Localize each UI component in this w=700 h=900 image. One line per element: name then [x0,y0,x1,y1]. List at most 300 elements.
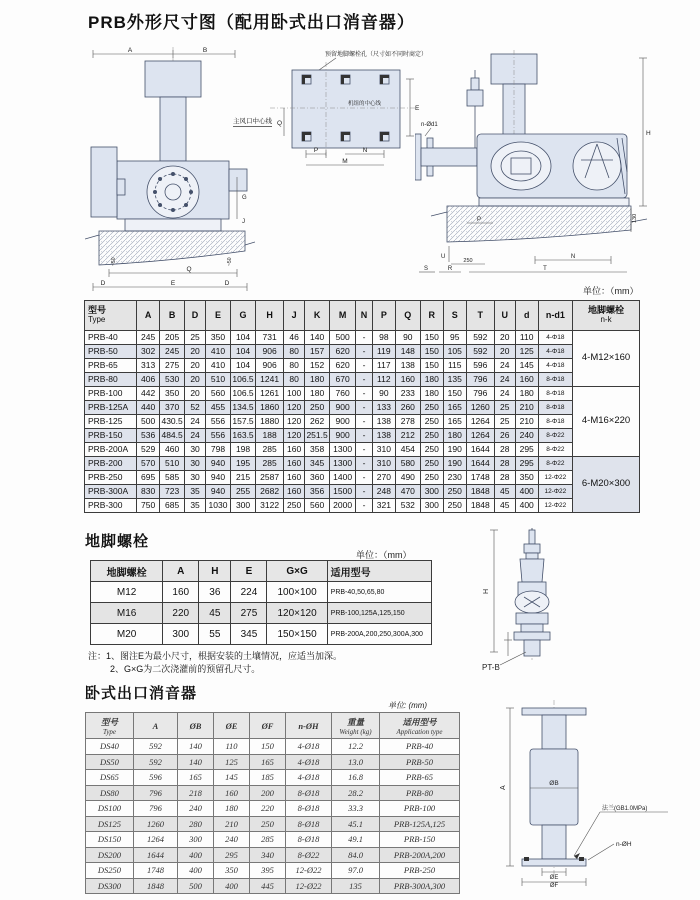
unit-label-anchor: 单位：（mm） [356,550,412,560]
col-ob: ØB [178,713,214,739]
cell: 80 [284,345,305,359]
cell: 250 [420,415,443,429]
dim-label-n: N [362,147,368,154]
cell: 1300 [330,443,356,457]
row-label: PRB-125 [85,415,137,429]
table-row [86,878,460,894]
page-title: PRB外形尺寸图（配用卧式出口消音器） [88,13,415,32]
cell: 796 [134,801,178,817]
cell: 110 [214,739,250,755]
cell: 596 [134,770,178,786]
cell: 940 [205,471,230,485]
cell: 280 [178,816,214,832]
dim-label-r: R [447,266,453,272]
cell: 45 [494,485,515,499]
cell: 484.5 [160,429,185,443]
cell: 180 [305,387,330,401]
cell: 580 [395,457,420,471]
cell: 1030 [205,499,230,513]
cell: 340 [250,847,286,863]
cell: 8-Ø18 [286,785,332,801]
cell: 218 [178,785,214,801]
col-q: Q [395,301,420,331]
cell: 1848 [134,878,178,894]
cell: 90 [372,387,395,401]
cell: 255 [231,485,256,499]
dim-label-h: H [483,588,490,594]
table-row [85,429,640,443]
cell: 245 [160,345,185,359]
cell: 180 [305,373,330,387]
row-label: DS100 [86,801,134,817]
cell: 100 [284,387,305,401]
dim-label-50-right: ~50 [227,257,233,266]
table-row [91,582,432,603]
col-gxg: G×G [267,561,327,582]
cell: 500 [137,415,160,429]
cell: 1264 [134,832,178,848]
main-port-centerline-label: 主风口中心线 [233,118,272,125]
cell: 906 [256,345,284,359]
cell: 106.5 [231,387,256,401]
note-line-2: 2、G×G为二次浇灌前的预留孔尺寸。 [110,664,261,675]
cell: 35 [185,485,206,499]
table-row [85,373,640,387]
cell: 230 [443,471,466,485]
cell: 8-Ø18 [286,801,332,817]
cell: 117 [372,359,395,373]
cell: - [356,387,373,401]
cell: 510 [205,373,230,387]
col-applicable: 适用型号 [327,561,431,582]
ptb-label: PT-B [482,663,500,672]
cell: 120 [284,415,305,429]
cell: 150 [420,331,443,345]
cell: 454 [395,443,420,457]
cell: 135 [332,878,380,894]
cell: 205 [160,331,185,345]
row-label: DS50 [86,754,134,770]
cell: 400 [178,847,214,863]
anchor-bolt-spec: 4-M12×160 [573,331,640,387]
cell: 46 [284,331,305,345]
cell: 95 [443,331,466,345]
cell: 220 [163,603,199,624]
cell: 470 [395,485,420,499]
cell: 620 [330,345,356,359]
cell: 20 [494,331,515,345]
cell: 8-Φ18 [538,401,572,415]
cell: 240 [214,832,250,848]
cell: PRB-200A,200,250,300A,300 [327,624,431,645]
cell: 406 [137,373,160,387]
col-anchor: 地脚螺栓 [91,561,163,582]
table-row [86,832,460,848]
cell: - [356,499,373,513]
cell: 80 [284,359,305,373]
cell: 300 [420,485,443,499]
cell: 138 [395,359,420,373]
row-label: DS200 [86,847,134,863]
table-row [86,847,460,863]
table-row [85,331,640,345]
row-label: PRB-250 [85,471,137,485]
cell: - [356,457,373,471]
cell: 1241 [256,373,284,387]
cell: 560 [305,499,330,513]
cell: 90 [395,331,420,345]
table-row [86,754,460,770]
cell: 620 [330,359,356,373]
cell: 270 [372,471,395,485]
dim-label-t: T [543,266,547,272]
cell: 900 [330,401,356,415]
cell: 1880 [256,415,284,429]
cell: 12-Φ22 [538,499,572,513]
cell: 13.0 [332,754,380,770]
cell: 28.2 [332,785,380,801]
cell: 165 [250,754,286,770]
cell: 2587 [256,471,284,485]
cell: 140 [178,739,214,755]
cell: 8-Ø18 [286,816,332,832]
cell: 250 [420,401,443,415]
cell: 260 [395,401,420,415]
cell: 440 [137,401,160,415]
cell: 55 [199,624,231,645]
dim-label-b: B [202,47,208,54]
cell: 400 [214,878,250,894]
table-row [91,603,432,624]
cell: 1848 [466,499,494,513]
table-row [85,415,640,429]
cell: 1400 [330,471,356,485]
front-view-drawing [85,45,255,295]
cell: 8-Ø22 [286,847,332,863]
col-noh: n-ØH [286,713,332,739]
dim-label-h: H [646,130,651,137]
cell: 500 [330,331,356,345]
cell: 510 [160,457,185,471]
table-row [85,359,640,373]
cell: 233 [395,387,420,401]
row-label: PRB-65 [85,359,137,373]
cell: 134.5 [231,401,256,415]
cell: 455 [205,401,230,415]
cell: 750 [137,499,160,513]
cell: - [356,471,373,485]
cell: 180 [515,387,538,401]
cell: 240 [178,801,214,817]
cell: 4-Φ18 [538,359,572,373]
cell: 1848 [466,485,494,499]
muffler-table [85,712,460,894]
anchor-bolt-spec: 6-M20×300 [573,457,640,513]
cell: 250 [420,429,443,443]
row-label: PRB-300 [85,499,137,513]
cell: 24 [185,429,206,443]
cell: 28 [494,443,515,457]
cell: 300 [231,499,256,513]
cell: 560 [205,387,230,401]
cell: 2000 [330,499,356,513]
col-weight: 重量 Weight (kg) [332,713,380,739]
cell: 350 [160,387,185,401]
col-k: K [305,301,330,331]
cell: 300 [420,499,443,513]
row-label: PRB-40 [85,331,137,345]
col-t: T [466,301,494,331]
col-j: J [284,301,305,331]
cell: 1644 [466,443,494,457]
cell: - [356,485,373,499]
cell: - [356,373,373,387]
cell: 4-Ø18 [286,754,332,770]
dim-label-d-right: D [224,280,230,287]
dim-label-q: Q [277,120,283,127]
cell: 25 [185,331,206,345]
cell: 160 [214,785,250,801]
col-anchor-bolt: 地脚螺栓 n-k [573,301,640,331]
dim-label-a: A [500,785,507,790]
cell: 1644 [134,847,178,863]
cell: 275 [160,359,185,373]
cell: 798 [205,443,230,457]
cell: 104 [231,331,256,345]
cell: 188 [256,429,284,443]
cell: 4-Φ18 [538,345,572,359]
cell: 940 [205,457,230,471]
cell: - [356,359,373,373]
table-row [86,801,460,817]
cell: 140 [305,331,330,345]
row-label: PRB-125A [85,401,137,415]
holes-label: n-ØH [616,841,632,848]
cell: - [356,331,373,345]
cell: PRB-250 [380,863,460,879]
cell: 592 [466,331,494,345]
table-row [91,624,432,645]
cell: 30 [185,443,206,457]
dim-label-ob: ØB [549,780,559,787]
dim-label-e: E [415,105,420,112]
cell: 370 [160,401,185,415]
dim-label-u: U [441,254,446,260]
cell: 145 [515,359,538,373]
unit-centerline-label: 机组的中心线 [348,101,382,107]
table-row [86,863,460,879]
cell: 8-Φ18 [538,415,572,429]
cell: 670 [330,373,356,387]
col-p: P [372,301,395,331]
header-row [86,713,460,739]
cell: 20 [494,345,515,359]
table-row [85,499,640,513]
cell: PRB-80 [380,785,460,801]
dim-label-p: P [313,147,319,154]
cell: 300 [163,624,199,645]
cell: 1260 [134,816,178,832]
cell: 24 [494,373,515,387]
table-row [85,471,640,485]
cell: 556 [205,429,230,443]
cell: 104 [231,345,256,359]
cell: 2682 [256,485,284,499]
col-d: D [185,301,206,331]
cell: 350 [214,863,250,879]
row-label: DS40 [86,739,134,755]
muffler-section-title: 卧式出口消音器 [85,685,198,702]
cell: 140 [178,754,214,770]
table-row [85,401,640,415]
cell: 592 [466,345,494,359]
col-application: 适用型号 Application type [380,713,460,739]
col-oe: ØE [214,713,250,739]
cell: 210 [515,401,538,415]
cell: 24 [185,415,206,429]
cell: 300 [178,832,214,848]
cell: 295 [515,457,538,471]
cell: 250 [250,816,286,832]
cell: 49.1 [332,832,380,848]
cell: PRB-150 [380,832,460,848]
cell: 52 [185,401,206,415]
cell: 212 [395,429,420,443]
cell: 460 [160,443,185,457]
cell: 1500 [330,485,356,499]
flange-note: 法兰(GB1.0MPa) [602,806,648,812]
dim-label-p: P [476,217,482,223]
cell: 210 [214,816,250,832]
cell: PRB-200A,200 [380,847,460,863]
cell: 125 [515,345,538,359]
cell: PRB-100,125A,125,150 [327,603,431,624]
unit-label-muffler: 单位: (mm) [388,701,428,710]
anchor-section-title: 地脚螺栓 [85,533,150,550]
cell: 33.3 [332,801,380,817]
cell: 310 [372,457,395,471]
cell: 410 [205,359,230,373]
cell: 150 [420,345,443,359]
cell: 45 [199,603,231,624]
cell: 1264 [466,415,494,429]
cell: 906 [256,359,284,373]
cell: 400 [515,485,538,499]
cell: 250 [305,401,330,415]
cell: 529 [137,443,160,457]
cell: 350 [515,471,538,485]
cell: 250 [420,457,443,471]
dim-label-250: 250 [463,258,473,264]
cell: 20 [185,373,206,387]
cell: 8-Φ18 [538,373,572,387]
plan-view-drawing [270,48,435,173]
cell: 160 [284,443,305,457]
cell: 445 [250,878,286,894]
cell: 723 [160,485,185,499]
cell: 105 [443,345,466,359]
header-row [85,301,640,331]
cell: 198 [231,443,256,457]
dim-label-a: A [127,47,133,54]
row-label: DS125 [86,816,134,832]
cell: 150 [420,359,443,373]
muffler-drawing [498,698,698,888]
table-row [86,770,460,786]
cell: 12-Φ22 [538,485,572,499]
row-label: PRB-200A [85,443,137,457]
row-label: PRB-50 [85,345,137,359]
cell: 120×120 [267,603,327,624]
cell: 215 [231,471,256,485]
dim-label-d-left: D [100,280,106,287]
table-row [86,816,460,832]
cell: 190 [443,457,466,471]
cell: 245 [137,331,160,345]
cell: PRB-40,50,65,80 [327,582,431,603]
cell: 395 [250,863,286,879]
table-row [86,739,460,755]
cell: 120 [284,401,305,415]
cell: 112 [372,373,395,387]
cell: 275 [231,603,267,624]
cell: 250 [443,499,466,513]
cell: 25 [494,401,515,415]
cell: 345 [305,457,330,471]
cell: 12-Ø22 [286,878,332,894]
cell: - [356,443,373,457]
row-label: DS80 [86,785,134,801]
col-a: A [163,561,199,582]
cell: 98 [372,331,395,345]
cell: 796 [466,387,494,401]
table-row [85,387,640,401]
cell: 1748 [134,863,178,879]
cell: 45 [494,499,515,513]
cell: 251.5 [305,429,330,443]
row-label: PRB-100 [85,387,137,401]
row-label: M16 [91,603,163,624]
cell: 160 [284,485,305,499]
dim-label-e: E [170,280,176,287]
dim-label-of: ØF [549,883,559,888]
cell: 157.5 [231,415,256,429]
cell: 115 [443,359,466,373]
col-r: R [420,301,443,331]
cell: 8-Φ22 [538,457,572,471]
cell: 4-Ø18 [286,770,332,786]
cell: PRB-65 [380,770,460,786]
cell: 900 [330,415,356,429]
cell: 104 [231,359,256,373]
cell: 285 [250,832,286,848]
cell: 302 [137,345,160,359]
dim-label-s: S [423,266,429,272]
ptb-valve-drawing [478,528,593,678]
cell: 8-Φ22 [538,429,572,443]
cell: 1748 [466,471,494,485]
cell: 1260 [466,401,494,415]
cell: PRB-40 [380,739,460,755]
cell: 3122 [256,499,284,513]
cell: 20 [185,345,206,359]
cell: 24 [494,359,515,373]
cell: 250 [284,499,305,513]
cell: 20 [185,359,206,373]
table-row [85,443,640,457]
cell: 490 [395,471,420,485]
row-label: PRB-80 [85,373,137,387]
